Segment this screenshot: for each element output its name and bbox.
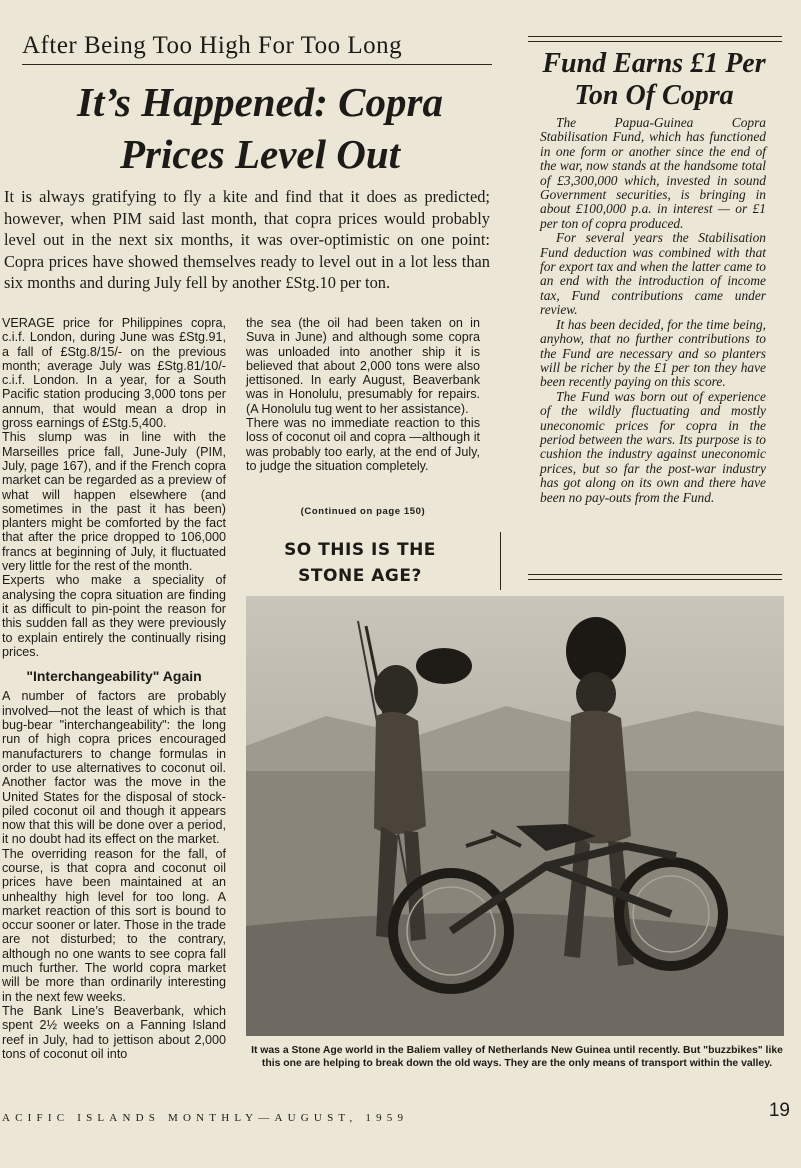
continued-on-page-link[interactable]: (Continued on page 150) — [300, 506, 426, 517]
article-column-1 — [2, 316, 226, 1061]
body-paragraph: The Bank Line’s Beaverbank, which spent 2½ weeks on a Fanning Island reef in July, had to jettison about 2,000 tons of coconut oil into — [2, 1003, 226, 1061]
running-footer: ACIFIC ISLANDS MONTHLY—AUGUST, 1959 — [2, 1112, 409, 1124]
sidebar-title-line-1: Fund Earns £1 Per — [542, 48, 766, 79]
photo-caption: It was a Stone Age world in the Baliem valley of Netherlands New Guinea until recently. But "buzzbikes" like this one are helping to break down the old ways. They are the only means of transport within the valley. — [251, 1045, 783, 1069]
body-paragraph: This slump was in line with the Marseilles price fall, June-July (PIM, July, page 167), and if the French copra market can be regarded as a preview of what will happen elsewhere (and sometimes in the past it has been) planters might be comforted by the fact that after the price dropped to 106,000 francs at beginning of July, it fluctuated very little for the rest of the month. — [2, 430, 226, 574]
article-column-2 — [246, 316, 480, 473]
sidebar-bottom-rule — [528, 574, 782, 580]
body-paragraph: Experts who make a speciality of analysing the copra situation are finding it as difficult to pin-point the reason for this sudden fall as they were previously to explain entirely the continually rising prices. — [2, 573, 226, 659]
sidebar-title — [528, 48, 780, 112]
sidebar-paragraph: The Fund was born out of experience of the wildly fluctuating and mostly uneconomic prices for copra in the period between the wars. Its purpose is to cushion the industry against uneconomic prices, but so far the post-war industry has got along on its own and there have been no pay-outs from the Fund. — [540, 388, 766, 505]
photo-men-with-motorbike — [246, 596, 784, 1036]
body-paragraph: The overriding reason for the fall, of course, is that copra and coconut oil prices have been maintained at an unhealthy high level for too long. A market reaction of this sort is bound to occur sooner or later. Those in the trade are not disturbed; to the contrary, although no one wants to see copra fall much further. The world copra market will be more than ordinarily interesting in the next few weeks. — [2, 846, 226, 1004]
photo-illustration — [246, 596, 784, 1036]
page-number: 19 — [768, 1100, 790, 1121]
headline-line-1: It’s Happened: Copra — [77, 79, 443, 125]
photo-title-box — [246, 532, 501, 590]
body-paragraph: the sea (the oil had been taken on in Suva in June) and although some copra was unloaded into another ship it is believed that about 2,000 tons were also jettisoned. In early August, Beaverbank was in Honolulu, presumably for repairs. (A Honolulu tug went to her assistance). — [246, 316, 480, 416]
sidebar-top-rule — [528, 36, 782, 42]
article-lead-paragraph: It is always gratifying to fly a kite and find that it does as predicted; however, when PIM said last month, that copra prices would probably level out in the next six months, it was over-optimistic on one point: Copra prices have showed themselves ready to level out in a lot less than six months and during July fell by another £Stg.10 per ton. — [4, 187, 490, 292]
headline-line-2: Prices Level Out — [119, 131, 401, 177]
body-paragraph: VERAGE price for Philippines copra, c.i.f. London, during June was £Stg.91, a fall of £Stg.8/15/- on the previous month; average July was £Stg.81/10/- c.i.f. London. In a year, for a South Pacific station producing 3,000 tons per annum, that would mean a drop in gross earnings of £Stg.5,400. — [2, 316, 226, 431]
sidebar-paragraph: The Papua-Guinea Copra Stabilisation Fund, which has functioned in one form or another since the end of the war, now stands at the handsome total of £3,300,000 which, invested in sound Government securities, is bringing in about £100,000 p.a. in interest — or £1 per ton of copra produced. — [540, 115, 766, 231]
photo-title-line-2: STONE AGE? — [298, 566, 422, 586]
sidebar-paragraph: It has been decided, for the time being, anyhow, that no further contributions to the Fund are necessary and so planters will be richer by the £1 per ton they have been recently paying on this score. — [540, 316, 766, 390]
article-headline — [20, 76, 500, 180]
sidebar-title-line-2: Ton Of Copra — [574, 80, 734, 111]
article-kicker: After Being Too High For Too Long — [22, 32, 492, 65]
sidebar-body — [540, 116, 766, 505]
body-paragraph: A number of factors are probably involved—not the least of which is that bug-bear "interchangeability": the long run of high copra prices encouraged manufacturers to change formulas in order to use alternatives to coconut oil. Another factor was the move in the United States for the disposal of stock-piled coconut oil and though it appears now that this will be done over a period, it no doubt had its effect on the market. — [2, 689, 226, 847]
section-subhead: "Interchangeability" Again — [26, 668, 202, 685]
body-paragraph: There was no immediate reaction to this loss of coconut oil and copra —although it was probably too early, at the end of July, to judge the situation completely. — [246, 416, 480, 473]
photo-title-line-1: SO THIS IS THE — [284, 540, 436, 560]
sidebar-paragraph: For several years the Stabilisation Fund deduction was combined with that for export tax and when the latter came to an end with the introduction of income tax, Fund contributions came under review. — [540, 230, 766, 318]
